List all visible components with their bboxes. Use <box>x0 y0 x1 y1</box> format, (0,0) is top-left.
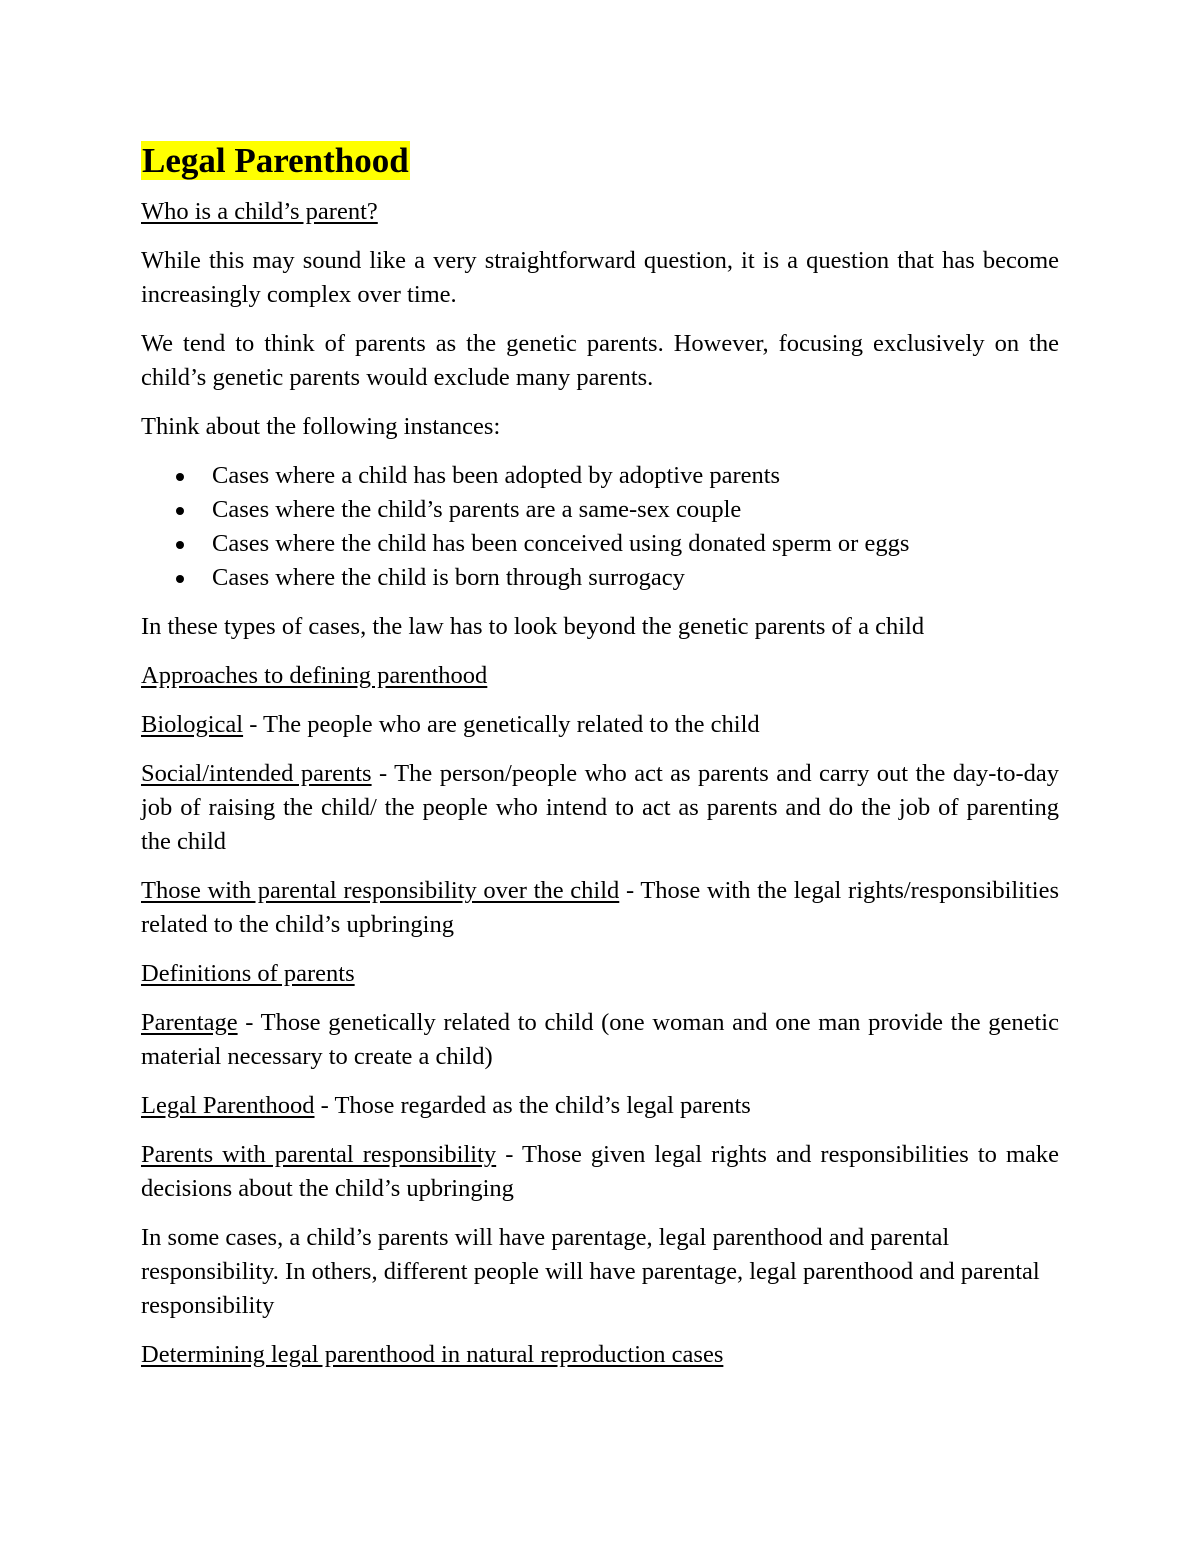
document-title <box>141 138 1059 184</box>
definitions-heading: Definitions of parents <box>141 960 355 987</box>
list-item <box>141 561 1059 595</box>
summary-paragraph: In some cases, a child’s parents will have parentage, legal parenthood and parental responsibility. In others, different people will have parentage, legal parenthood and parental responsibility <box>141 1224 1040 1319</box>
title-highlight: Legal Parenthood <box>142 141 409 180</box>
natural-reproduction-heading: Determining legal parenthood in natural reproduction cases <box>141 1341 724 1368</box>
intro-paragraph-3: Think about the following instances: <box>141 413 501 440</box>
definition: - Those given legal rights and responsibilities to make decisions about the child’s upbringing <box>141 1141 1059 1202</box>
term: Parents with parental responsibility <box>141 1141 497 1168</box>
definition: - The people who are genetically related to the child <box>243 711 760 738</box>
definition: - Those regarded as the child’s legal parents <box>314 1092 751 1119</box>
list-item <box>141 493 1059 527</box>
term: Biological <box>141 711 244 738</box>
approaches-heading: Approaches to defining parenthood <box>141 662 488 689</box>
term: Social/intended parents <box>141 760 372 787</box>
definition-parental-responsibility <box>141 1138 1059 1206</box>
approach-biological <box>141 708 1059 742</box>
list-item-text: Cases where the child has been conceived using donated sperm or eggs <box>212 530 910 557</box>
intro-paragraph-2: We tend to think of parents as the genetic parents. However, focusing exclusively on the child’s genetic parents would exclude many parents. <box>141 330 1059 391</box>
list-item-text: Cases where a child has been adopted by adoptive parents <box>212 462 781 489</box>
bullet-icon <box>176 575 184 583</box>
list-item-text: Cases where the child is born through surrogacy <box>212 564 685 591</box>
definition: - Those with the legal rights/responsibilities related to the child’s upbringing <box>141 877 1060 938</box>
intro-paragraph-1: While this may sound like a very straightforward question, it is a question that has become increasingly complex over time. <box>141 247 1059 308</box>
definition-parentage <box>141 1006 1059 1074</box>
approach-parental-responsibility <box>141 874 1059 942</box>
bullet-icon <box>176 473 184 481</box>
approach-social <box>141 757 1059 859</box>
bullet-icon <box>176 541 184 549</box>
document-page <box>141 138 1059 1387</box>
definition-legal-parenthood <box>141 1089 1059 1123</box>
term: Legal Parenthood <box>141 1092 315 1119</box>
list-item-text: Cases where the child’s parents are a same-sex couple <box>212 496 742 523</box>
term: Parentage <box>141 1009 238 1036</box>
definition: - The person/people who act as parents and carry out the day-to-day job of raising the child/ the people who intend to act as parents and do the job of parenting the child <box>141 760 1059 855</box>
list-item <box>141 459 1059 493</box>
question-heading: Who is a child’s parent? <box>141 198 378 225</box>
instances-list <box>141 459 1059 595</box>
bullet-icon <box>176 507 184 515</box>
list-item <box>141 527 1059 561</box>
definition: - Those genetically related to child (one woman and one man provide the genetic material necessary to create a child) <box>141 1009 1059 1070</box>
term: Those with parental responsibility over the child <box>141 877 620 904</box>
intro-paragraph-4: In these types of cases, the law has to look beyond the genetic parents of a child <box>141 613 925 640</box>
